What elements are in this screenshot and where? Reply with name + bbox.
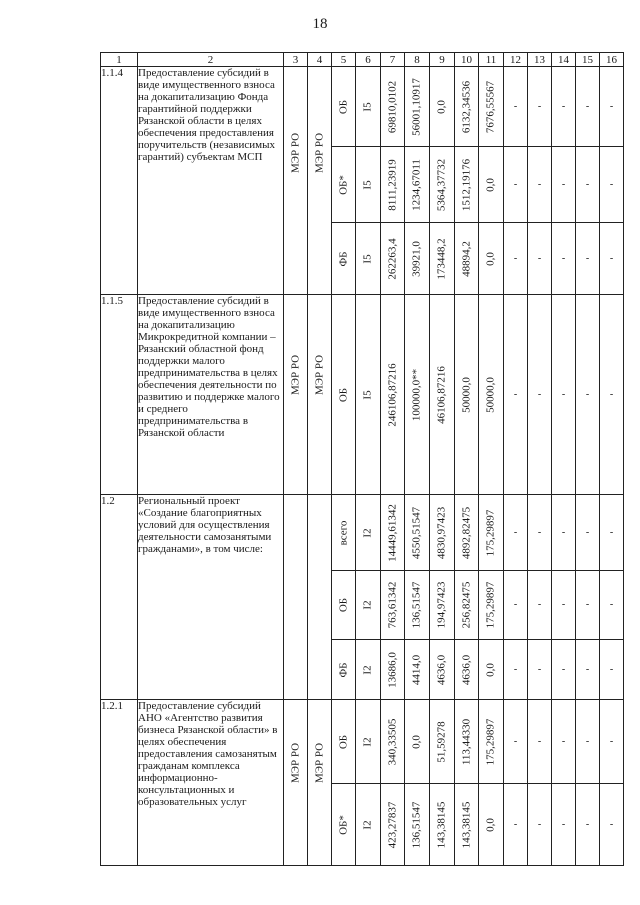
coexecutor-cell: МЭР РО xyxy=(308,67,332,295)
header-cell: 16 xyxy=(600,53,624,67)
dash-cell: - xyxy=(528,700,552,784)
dash-cell: - xyxy=(552,784,576,866)
indicator-cell: I5 xyxy=(356,67,381,147)
source-cell: ОБ xyxy=(332,295,356,495)
value-cell: 1234,67011 xyxy=(405,147,430,223)
table-row xyxy=(101,295,624,495)
dash-cell: - xyxy=(600,640,624,700)
source-cell: ОБ xyxy=(332,700,356,784)
dash-cell: - xyxy=(504,223,528,295)
value-cell: 4830,97423 xyxy=(430,495,455,571)
indicator-cell: I5 xyxy=(356,223,381,295)
program-table xyxy=(100,52,624,866)
row-name: Региональный проект «Создание благоприятных условий для осуществления деятельности самозанятыми гражданами», в том числе: xyxy=(138,495,284,700)
executor-cell xyxy=(284,495,308,700)
value-cell: 46106,87216 xyxy=(430,295,455,495)
value-cell: 175,29897 xyxy=(479,700,504,784)
value-cell: 69810,0102 xyxy=(381,67,405,147)
dash-cell: - xyxy=(576,295,600,495)
value-cell: 136,51547 xyxy=(405,784,430,866)
source-cell: ФБ xyxy=(332,223,356,295)
dash-cell: - xyxy=(552,223,576,295)
coexecutor-cell xyxy=(308,495,332,700)
value-cell: 763,61342 xyxy=(381,571,405,640)
row-name: Предоставление субсидий АНО «Агентство развития бизнеса Рязанской области» в целях обеспечения предоставления самозанятым гражданам комплекса информационно-консультационных и образовательных услуг xyxy=(138,700,284,866)
value-cell: 4550,51547 xyxy=(405,495,430,571)
dash-cell: - xyxy=(600,495,624,571)
dash-cell: - xyxy=(576,700,600,784)
dash-cell: - xyxy=(576,67,600,147)
value-cell: 4414,0 xyxy=(405,640,430,700)
table-row xyxy=(101,67,624,147)
value-cell: 4636,0 xyxy=(455,640,479,700)
value-cell: 8111,23919 xyxy=(381,147,405,223)
header-cell: 2 xyxy=(138,53,284,67)
dash-cell: - xyxy=(552,295,576,495)
table-row xyxy=(101,700,624,784)
value-cell: 194,97423 xyxy=(430,571,455,640)
dash-cell: - xyxy=(552,67,576,147)
value-cell: 50000,0 xyxy=(479,295,504,495)
value-cell: 173448,2 xyxy=(430,223,455,295)
value-cell: 0,0 xyxy=(479,640,504,700)
dash-cell: - xyxy=(528,571,552,640)
value-cell: 113,44330 xyxy=(455,700,479,784)
indicator-cell: I5 xyxy=(356,295,381,495)
value-cell: 13686,0 xyxy=(381,640,405,700)
row-number: 1.1.4 xyxy=(101,67,138,295)
dash-cell: - xyxy=(504,495,528,571)
header-cell: 4 xyxy=(308,53,332,67)
source-cell: ОБ xyxy=(332,67,356,147)
dash-cell: - xyxy=(552,571,576,640)
source-cell: всего xyxy=(332,495,356,571)
header-cell: 3 xyxy=(284,53,308,67)
value-cell: 1512,19176 xyxy=(455,147,479,223)
value-cell: 14449,61342 xyxy=(381,495,405,571)
source-cell: ФБ xyxy=(332,640,356,700)
header-cell: 11 xyxy=(479,53,504,67)
value-cell: 56001,10917 xyxy=(405,67,430,147)
row-name: Предоставление субсидий в виде имущественного взноса на докапитализацию Фонда гарантийной поддержки Рязанской области в целях обеспечения предоставления поручительств (независимых гарантий) субъектам МСП xyxy=(138,67,284,295)
dash-cell: - xyxy=(552,147,576,223)
coexecutor-cell: МЭР РО xyxy=(308,700,332,866)
dash-cell: - xyxy=(528,640,552,700)
value-cell: 5364,37732 xyxy=(430,147,455,223)
value-cell: 4636,0 xyxy=(430,640,455,700)
dash-cell: - xyxy=(576,640,600,700)
header-cell: 13 xyxy=(528,53,552,67)
header-cell: 15 xyxy=(576,53,600,67)
value-cell: 136,51547 xyxy=(405,571,430,640)
dash-cell: - xyxy=(600,571,624,640)
header-cell: 10 xyxy=(455,53,479,67)
indicator-cell: I2 xyxy=(356,784,381,866)
dash-cell: - xyxy=(504,67,528,147)
value-cell: 0,0 xyxy=(430,67,455,147)
value-cell: 143,38145 xyxy=(455,784,479,866)
value-cell: 4892,82475 xyxy=(455,495,479,571)
dash-cell: - xyxy=(552,495,576,571)
value-cell: 0,0 xyxy=(405,700,430,784)
value-cell: 175,29897 xyxy=(479,571,504,640)
executor-cell: МЭР РО xyxy=(284,295,308,495)
value-cell: 262263,4 xyxy=(381,223,405,295)
coexecutor-cell: МЭР РО xyxy=(308,295,332,495)
value-cell: 0,0 xyxy=(479,147,504,223)
executor-cell: МЭР РО xyxy=(284,700,308,866)
dash-cell: - xyxy=(600,700,624,784)
dash-cell: - xyxy=(576,147,600,223)
value-cell: 0,0 xyxy=(479,223,504,295)
source-cell: ОБ* xyxy=(332,147,356,223)
value-cell: 7676,55567 xyxy=(479,67,504,147)
value-cell: 51,59278 xyxy=(430,700,455,784)
dash-cell: - xyxy=(528,495,552,571)
dash-cell: - xyxy=(576,223,600,295)
row-number: 1.1.5 xyxy=(101,295,138,495)
dash-cell: - xyxy=(600,784,624,866)
dash-cell: - xyxy=(600,147,624,223)
dash-cell: - xyxy=(528,784,552,866)
header-cell: 8 xyxy=(405,53,430,67)
source-cell: ОБ* xyxy=(332,784,356,866)
row-number: 1.2 xyxy=(101,495,138,700)
value-cell: 175,29897 xyxy=(479,495,504,571)
value-cell: 50000,0 xyxy=(455,295,479,495)
indicator-cell: I2 xyxy=(356,640,381,700)
dash-cell: - xyxy=(576,495,600,571)
dash-cell: - xyxy=(600,67,624,147)
value-cell: 256,82475 xyxy=(455,571,479,640)
value-cell: 0,0 xyxy=(479,784,504,866)
indicator-cell: I2 xyxy=(356,571,381,640)
indicator-cell: I2 xyxy=(356,495,381,571)
dash-cell: - xyxy=(576,784,600,866)
value-cell: 143,38145 xyxy=(430,784,455,866)
header-cell: 6 xyxy=(356,53,381,67)
executor-cell: МЭР РО xyxy=(284,67,308,295)
value-cell: 6132,34536 xyxy=(455,67,479,147)
dash-cell: - xyxy=(504,784,528,866)
row-name: Предоставление субсидий в виде имущественного взноса на докапитализацию Микрокредитной компании – Рязанский областной фонд поддержки малого предпринимательства в целях обеспечения деятельности по развитию и поддержке малого и среднего предпринимательства в Рязанской области xyxy=(138,295,284,495)
table-row xyxy=(101,495,624,571)
dash-cell: - xyxy=(600,223,624,295)
dash-cell: - xyxy=(552,640,576,700)
dash-cell: - xyxy=(504,295,528,495)
value-cell: 246106,87216 xyxy=(381,295,405,495)
source-cell: ОБ xyxy=(332,571,356,640)
header-cell: 1 xyxy=(101,53,138,67)
dash-cell: - xyxy=(504,700,528,784)
header-cell: 14 xyxy=(552,53,576,67)
header-cell: 9 xyxy=(430,53,455,67)
dash-cell: - xyxy=(504,571,528,640)
dash-cell: - xyxy=(504,147,528,223)
row-number: 1.2.1 xyxy=(101,700,138,866)
dash-cell: - xyxy=(552,700,576,784)
value-cell: 423,27837 xyxy=(381,784,405,866)
dash-cell: - xyxy=(528,147,552,223)
header-cell: 7 xyxy=(381,53,405,67)
dash-cell: - xyxy=(504,640,528,700)
dash-cell: - xyxy=(528,223,552,295)
page-number: 18 xyxy=(312,16,328,32)
dash-cell: - xyxy=(600,295,624,495)
indicator-cell: I2 xyxy=(356,700,381,784)
dash-cell: - xyxy=(528,295,552,495)
value-cell: 48894,2 xyxy=(455,223,479,295)
dash-cell: - xyxy=(576,571,600,640)
value-cell: 100000,0** xyxy=(405,295,430,495)
value-cell: 39921,0 xyxy=(405,223,430,295)
header-cell: 5 xyxy=(332,53,356,67)
value-cell: 340,33505 xyxy=(381,700,405,784)
indicator-cell: I5 xyxy=(356,147,381,223)
header-row xyxy=(101,53,624,67)
dash-cell: - xyxy=(528,67,552,147)
header-cell: 12 xyxy=(504,53,528,67)
